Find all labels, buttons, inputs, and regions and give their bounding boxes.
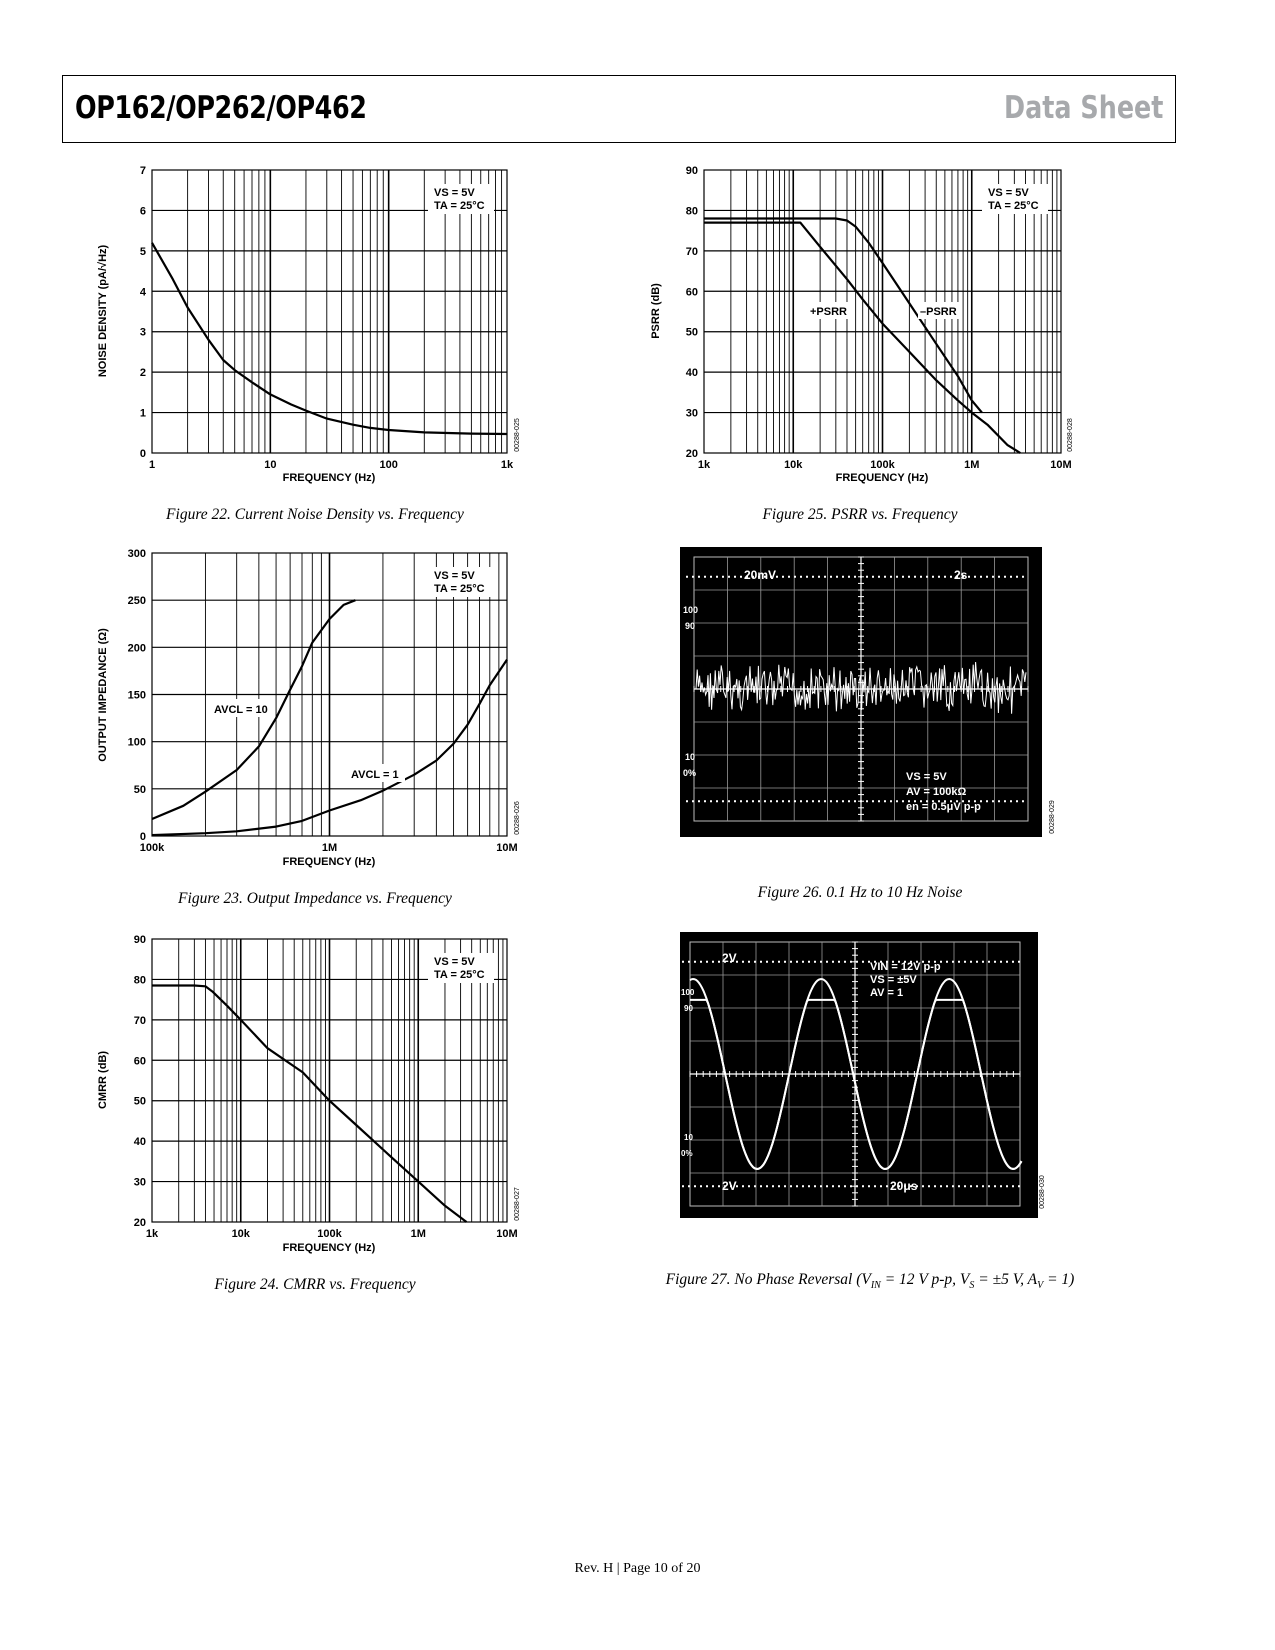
y-tick-label: 90 (685, 165, 698, 177)
y-tick-label: 100 (127, 736, 146, 749)
x-tick-label: 1 (148, 459, 156, 471)
condition-vs: VS = 5V (988, 187, 1029, 199)
scope-phase-reversal (680, 932, 1060, 1226)
condition-en: en = 0.5μV p-p (906, 801, 981, 813)
figure-code: 00288-028 (1067, 418, 1074, 452)
caption-fig27-mid1: = 12 V p-p, V (880, 1271, 970, 1288)
series-label-avcl10: AVCL = 10 (214, 704, 268, 716)
x-tick-label: 10 (264, 459, 277, 471)
doc-type-label: Data Sheet (1003, 90, 1163, 126)
condition-vs: VS = 5V (434, 956, 475, 968)
volts-div-bottom: 2V (722, 1179, 737, 1193)
figure-code: 00288-029 (1049, 800, 1056, 834)
scope-noise (680, 547, 1060, 841)
x-tick-label: 100 (379, 459, 398, 471)
y-tick-label: 40 (685, 367, 698, 380)
y-tick-label: 60 (133, 1055, 146, 1068)
caption-fig27 (660, 1271, 1080, 1291)
mark-10: 10 (685, 752, 696, 762)
condition-vs: VS = 5V (906, 771, 947, 783)
y-tick-label: 300 (127, 548, 146, 560)
x-tick-label: 100k (870, 459, 895, 471)
y-tick-label: 0 (139, 831, 146, 843)
y-tick-label: 7 (139, 165, 146, 177)
y-tick-label: 90 (133, 934, 146, 946)
y-tick-label: 70 (133, 1014, 146, 1027)
condition-av: AV = 100kΩ (906, 786, 967, 798)
y-tick-label: 250 (127, 595, 146, 608)
page-footer: Rev. H | Page 10 of 20 (574, 1561, 701, 1576)
caption-fig22: Figure 22. Current Noise Density vs. Frequency (166, 506, 464, 523)
caption-fig23: Figure 23. Output Impedance vs. Frequency (178, 890, 452, 907)
caption-fig27-sub-v: V (1037, 1280, 1044, 1292)
x-tick-label: 1M (321, 842, 338, 854)
y-tick-label: 2 (139, 367, 146, 380)
caption-fig27-sub-s: S (969, 1280, 975, 1292)
y-tick-label: 20 (133, 1217, 146, 1229)
y-tick-label: 50 (133, 783, 146, 796)
figure-code: 00288-030 (1039, 1175, 1046, 1209)
figure-code: 00288-027 (514, 1187, 521, 1221)
y-tick-label: 0 (139, 448, 146, 460)
x-tick-label: 1k (500, 459, 514, 471)
x-tick-label: 100k (317, 1228, 342, 1240)
chart-output-impedance (0, 535, 560, 885)
y-tick-label: 40 (133, 1136, 146, 1149)
product-title: OP162/OP262/OP462 (75, 90, 367, 126)
time-div-label: 20μs (890, 1179, 918, 1193)
x-tick-label: 10k (231, 1228, 250, 1240)
x-tick-label: 1M (964, 459, 980, 471)
y-tick-label: 30 (133, 1176, 146, 1189)
y-tick-label: 30 (685, 407, 698, 420)
volts-div-top: 2V (722, 951, 737, 965)
caption-fig25: Figure 25. PSRR vs. Frequency (762, 506, 958, 523)
y-tick-label: 5 (139, 245, 146, 258)
caption-fig26: Figure 26. 0.1 Hz to 10 Hz Noise (757, 884, 963, 901)
mark-90: 90 (684, 1004, 693, 1013)
figure-code: 00288-026 (514, 801, 521, 835)
condition-av: AV = 1 (870, 987, 904, 999)
chart-psrr (640, 150, 1180, 500)
y-tick-label: 80 (133, 974, 146, 987)
x-tick-label: 100k (139, 842, 165, 854)
y-tick-label: 20 (685, 448, 698, 460)
series-label-minus-psrr: –PSRR (920, 306, 957, 318)
y-tick-label: 70 (685, 245, 698, 258)
series-label-avcl1: AVCL = 1 (351, 769, 399, 781)
x-tick-label: 10M (496, 1228, 518, 1240)
condition-ta: TA = 25°C (434, 200, 485, 212)
y-tick-label: 4 (139, 286, 146, 299)
x-axis-label: FREQUENCY (Hz) (282, 1242, 376, 1254)
mark-0: 0% (681, 1149, 693, 1158)
x-axis-label: FREQUENCY (Hz) (282, 472, 376, 484)
condition-ta: TA = 25°C (434, 583, 485, 595)
mark-10: 10 (684, 1133, 693, 1142)
y-tick-label: 150 (127, 689, 146, 702)
y-tick-label: 6 (139, 205, 146, 218)
condition-ta: TA = 25°C (988, 200, 1039, 212)
x-tick-label: 1M (410, 1228, 426, 1240)
caption-fig27-sub-in: IN (870, 1280, 881, 1292)
y-tick-label: 1 (139, 407, 146, 420)
y-axis-label: CMRR (dB) (97, 1050, 109, 1110)
y-tick-label: 3 (139, 326, 146, 339)
condition-vs: VS = ±5V (870, 974, 917, 986)
caption-fig27-suffix: = 1) (1043, 1271, 1075, 1288)
mark-100: 100 (683, 605, 699, 615)
x-tick-label: 1k (697, 459, 711, 471)
y-tick-label: 50 (133, 1095, 146, 1108)
x-axis-label: FREQUENCY (Hz) (835, 472, 929, 484)
condition-vin: VIN = 12V p-p (870, 961, 941, 973)
x-tick-label: 1k (145, 1228, 159, 1240)
y-tick-label: 50 (685, 326, 698, 339)
chart-cmrr (0, 920, 560, 1270)
page-header (62, 75, 1176, 143)
series-line-0 (152, 986, 467, 1223)
y-axis-label: PSRR (dB) (650, 283, 662, 339)
x-tick-label: 10k (784, 459, 803, 471)
y-tick-label: 60 (685, 286, 698, 299)
chart-current-noise-density (0, 150, 560, 500)
condition-vs: VS = 5V (434, 187, 475, 199)
condition-ta: TA = 25°C (434, 969, 485, 981)
mark-100: 100 (681, 988, 695, 997)
figure-code: 00288-025 (514, 418, 521, 452)
y-tick-label: 200 (127, 642, 146, 655)
mark-0: 0% (683, 768, 697, 778)
x-tick-label: 10M (1050, 459, 1072, 471)
y-tick-label: 80 (685, 205, 698, 218)
y-axis-label: NOISE DENSITY (pA/√Hz) (97, 244, 109, 378)
volts-div-label: 20mV (744, 568, 777, 582)
x-axis-label: FREQUENCY (Hz) (282, 856, 376, 868)
condition-vs: VS = 5V (434, 570, 475, 582)
caption-fig24: Figure 24. CMRR vs. Frequency (214, 1276, 416, 1293)
x-tick-label: 10M (496, 842, 518, 854)
caption-fig27-prefix: Figure 27. No Phase Reversal (V (665, 1271, 871, 1288)
time-div-label: 2s (954, 568, 968, 582)
mark-90: 90 (685, 621, 696, 631)
series-line-0 (704, 223, 1020, 453)
series-line-0 (152, 243, 507, 434)
series-label-plus-psrr: +PSRR (810, 306, 847, 318)
y-axis-label: OUTPUT IMPEDANCE (Ω) (97, 628, 109, 762)
caption-fig27-mid2: = ±5 V, A (974, 1271, 1038, 1288)
